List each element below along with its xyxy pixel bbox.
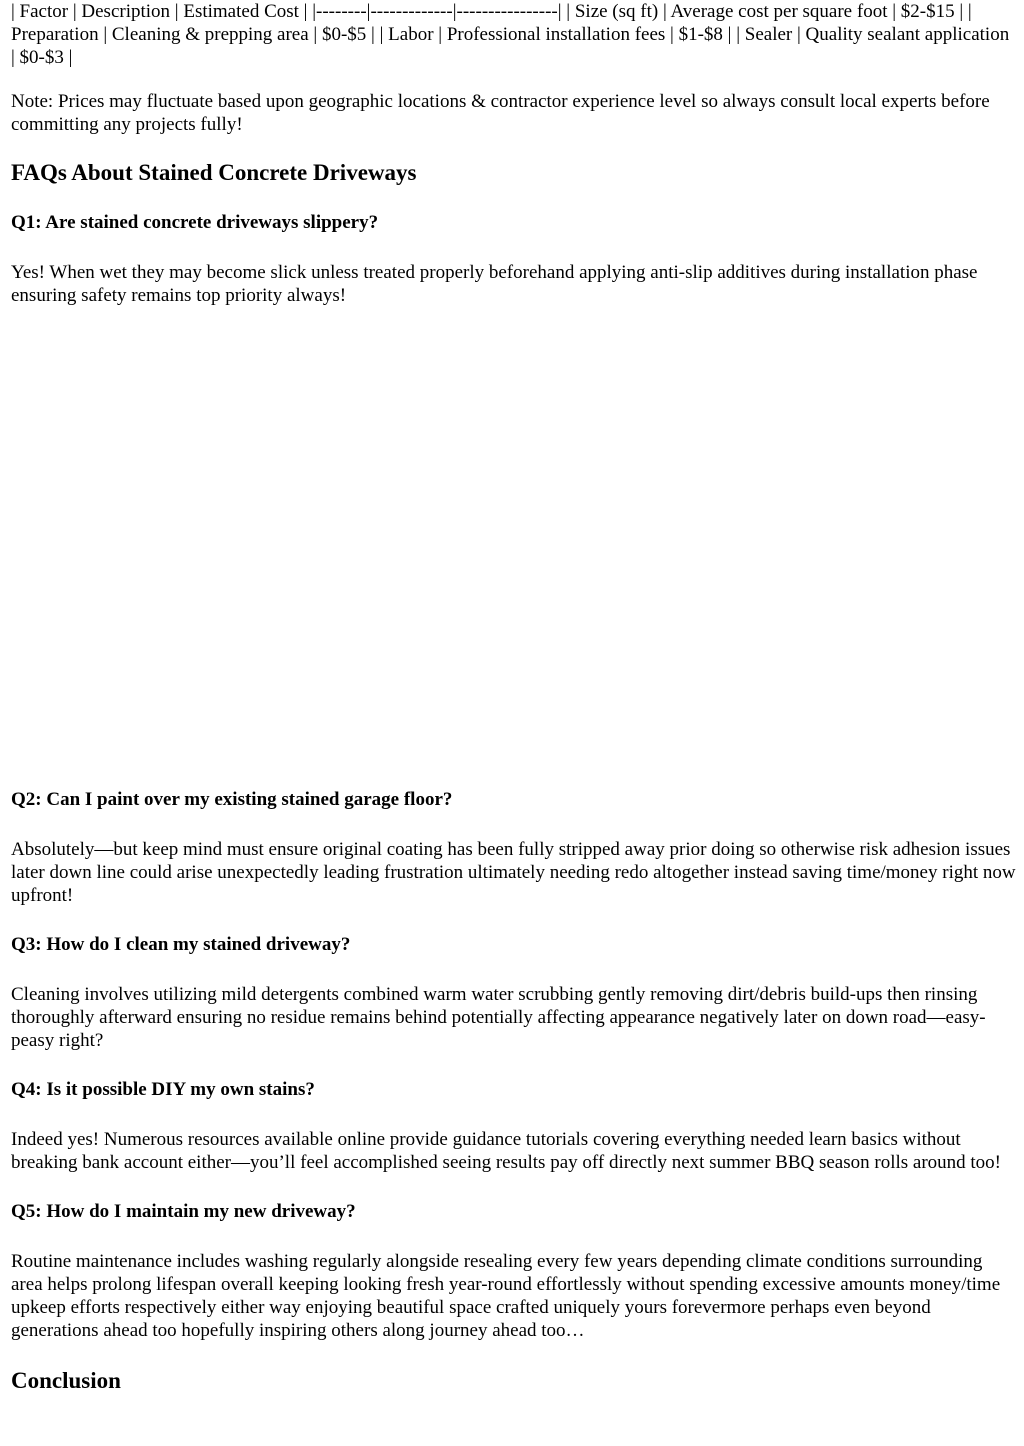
blank-ad-space xyxy=(11,307,1016,762)
cost-table-text: | Factor | Description | Estimated Cost | |--------|-------------|----------------| | Size (sq ft) | Average cost per square foot | $2-$15 | | Preparation | Cleaning & prepping area | $0-$5 | | Labor | Professional installation fees | $1-$8 | | Sealer | Quality sealant application | $0-$3 | xyxy=(11,1,1010,68)
faq-heading: FAQs About Stained Concrete Driveways xyxy=(11,160,417,185)
faq-answer-5: Routine maintenance includes washing regularly alongside resealing every few years depending climate conditions surrounding area helps prolong lifespan overall keeping looking fresh year-round effortlessly without spending excessive amounts money/time upkeep efforts respectively either way enjoying beautiful space crafted uniquely yours forevermore perhaps even beyond generations ahead too hopefully inspiring others along journey ahead too… xyxy=(11,1251,1001,1341)
faq-question-5: Q5: How do I maintain my new driveway? xyxy=(11,1201,356,1222)
price-note: Note: Prices may fluctuate based upon geographic locations & contractor experience level so always consult local experts before committing any projects fully! xyxy=(11,91,990,135)
faq-answer-3: Cleaning involves utilizing mild detergents combined warm water scrubbing gently removing dirt/debris build-ups then rinsing thoroughly afterward ensuring no residue remains behind potentially affecting appearance negatively later on down road—easy-peasy right? xyxy=(11,984,986,1051)
faq-question-2: Q2: Can I paint over my existing stained garage floor? xyxy=(11,789,453,810)
faq-question-1: Q1: Are stained concrete driveways slippery? xyxy=(11,212,379,233)
faq-answer-1: Yes! When wet they may become slick unless treated properly beforehand applying anti-slip additives during installation phase ensuring safety remains top priority always! xyxy=(11,262,978,306)
faq-answer-2: Absolutely—but keep mind must ensure original coating has been fully stripped away prior doing so otherwise risk adhesion issues later down line could arise unexpectedly leading frustration ultimately needing redo altogether instead saving time/money right now upfront! xyxy=(11,839,1016,906)
faq-question-3: Q3: How do I clean my stained driveway? xyxy=(11,934,351,955)
conclusion-heading: Conclusion xyxy=(11,1368,121,1393)
faq-question-4: Q4: Is it possible DIY my own stains? xyxy=(11,1079,315,1100)
faq-answer-4: Indeed yes! Numerous resources available online provide guidance tutorials covering everything needed learn basics without breaking bank account either—you’ll feel accomplished seeing results pay off directly next summer BBQ season rolls around too! xyxy=(11,1129,1002,1173)
